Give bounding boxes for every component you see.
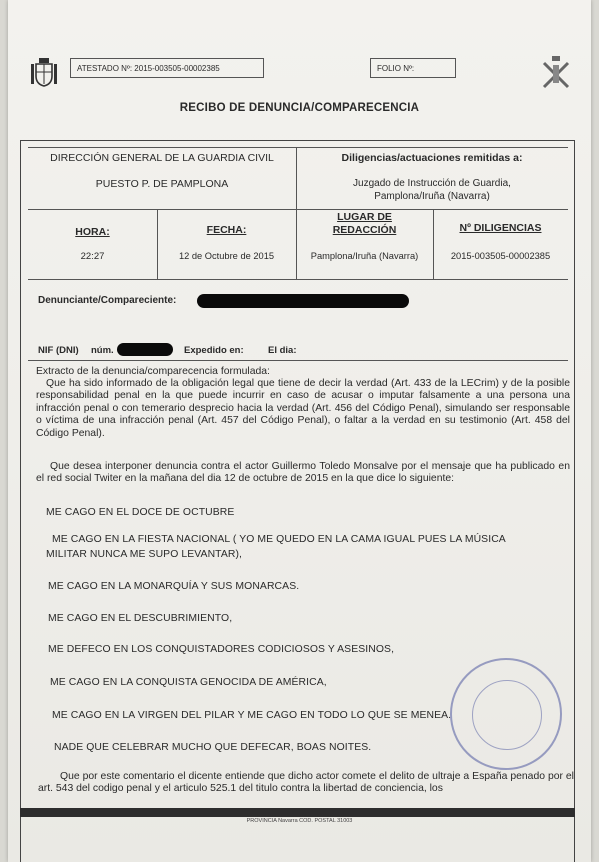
fecha-value: 12 de Octubre de 2015 <box>178 251 275 261</box>
tweet-line: NADE QUE CELEBRAR MUCHO QUE DEFECAR, BOAS NOITES. <box>54 742 372 753</box>
tweet-line: ME CAGO EN LA CONQUISTA GENOCIDA DE AMÉRICA, <box>50 677 327 688</box>
tweet-line: ME DEFECO EN LOS CONQUISTADORES CODICIOSOS Y ASESINOS, <box>48 644 395 655</box>
denunciante-label: Denunciante/Compareciente: <box>38 295 177 306</box>
tweet-line: ME CAGO EN LA MONARQUÍA Y SUS MONARCAS. <box>48 581 300 592</box>
redacted-name <box>197 294 409 308</box>
ndiligencias-value: 2015-003505-00002385 <box>450 251 551 261</box>
dia-label: El dia: <box>268 345 297 356</box>
hora-label: HORA: <box>75 226 110 238</box>
num-label: núm. <box>91 345 114 356</box>
expedido-label: Expedido en: <box>184 345 244 356</box>
paragraph-conclusion: Que por este comentario el dicente entiende que dicho actor comete el delito de ultraje a España penado por el art. 543 del codigo penal y el articulo 525.1 del titulo contra la libertad de conciencia, los <box>38 771 574 795</box>
direccion-general: DIRECCIÓN GENERAL DE LA GUARDIA CIVIL <box>50 152 274 164</box>
grid-line <box>28 360 568 361</box>
lugar-label-1: LUGAR DE <box>337 211 392 223</box>
hora-value: 22:27 <box>80 251 105 262</box>
extracto-heading: Extracto de la denuncia/comparecencia formulada: <box>36 366 270 377</box>
stamp-inner-ring <box>472 680 542 750</box>
footer-bar <box>20 808 575 817</box>
juzgado-place: Pamplona/Iruña (Navarra) <box>374 191 490 202</box>
tweet-line: ME CAGO EN LA FIESTA NACIONAL ( YO ME QUEDO EN LA CAMA IGUAL PUES LA MÚSICA <box>52 534 506 545</box>
grid-line <box>157 209 158 279</box>
atestado-number-box: ATESTADO Nº: 2015-003505-00002385 <box>70 58 264 78</box>
grid-line <box>433 209 434 279</box>
paragraph-warning: Que ha sido informado de la obligación legal que tiene de decir la verdad (Art. 433 de la LECrim) y de la posible responsabilidad penal en la que puede incurrir en caso de acusar o imputar falsamente a una persona una infracción penal o con temerario desprecio hacia la verdad (Art. 456 del Código Penal), simulando ser responsable o víctima de una infracción penal (Art. 457 del Código Penal), o faltar a la verdad en su testimonio (Art. 458 del Código Penal). <box>36 378 570 439</box>
lugar-value: Pamplona/Iruña (Navarra) <box>310 251 419 261</box>
official-stamp <box>450 658 562 770</box>
spain-coat-of-arms-icon <box>30 56 58 90</box>
guardia-civil-emblem-icon <box>540 55 572 91</box>
nif-label: NIF (DNI) <box>38 345 79 356</box>
diligencias-heading: Diligencias/actuaciones remitidas a: <box>341 152 523 164</box>
document-title: RECIBO DE DENUNCIA/COMPARECENCIA <box>179 102 420 114</box>
fecha-label: FECHA: <box>206 224 247 236</box>
tweet-line: MILITAR NUNCA ME SUPO LEVANTAR), <box>46 549 243 560</box>
footer-provincia: PROVINCIA Navarra COD. POSTAL 31003 <box>246 818 353 824</box>
tweet-line: ME CAGO EN EL DESCUBRIMIENTO, <box>48 613 233 624</box>
folio-number-box: FOLIO Nº: <box>370 58 456 78</box>
grid-line <box>28 279 568 280</box>
redacted-dni <box>117 343 173 356</box>
puesto-name: PUESTO P. DE PAMPLONA <box>95 178 229 190</box>
juzgado-line: Juzgado de Instrucción de Guardia, <box>353 178 511 189</box>
paragraph-complaint: Que desea interponer denuncia contra el actor Guillermo Toledo Monsalve por el mensaje que ha publicado en el red social Twiter en la mañana del dia 12 de octubre de 2015 en la que dice lo siguiente: <box>36 461 570 485</box>
tweet-line: ME CAGO EN EL DOCE DE OCTUBRE <box>46 507 235 518</box>
grid-line <box>28 147 568 148</box>
grid-line <box>28 209 568 210</box>
ndiligencias-label: Nº DILIGENCIAS <box>459 222 542 234</box>
tweet-line: ME CAGO EN LA VIRGEN DEL PILAR Y ME CAGO EN TODO LO QUE SE MENEA. <box>52 710 452 721</box>
lugar-label-2: REDACCIÓN <box>332 224 397 236</box>
